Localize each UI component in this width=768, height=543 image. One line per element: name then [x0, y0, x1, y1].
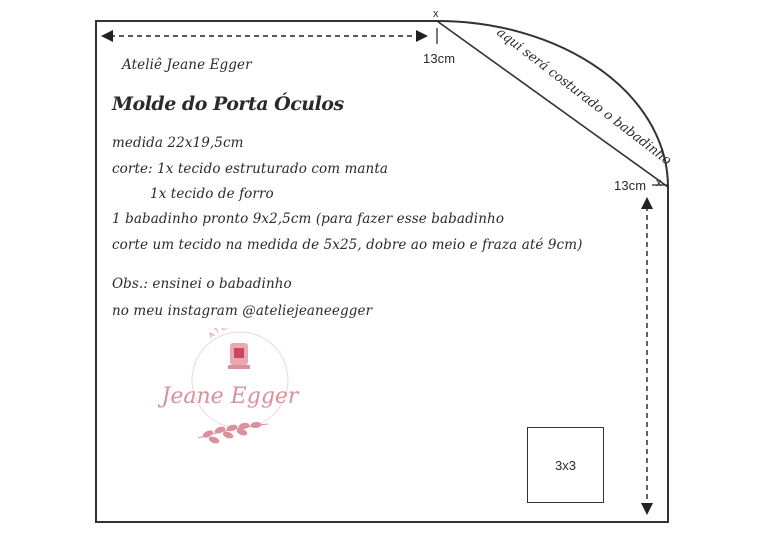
- page-title: Molde do Porta Óculos: [112, 93, 344, 115]
- instruction-ruffle: 1 babadinho pronto 9x2,5cm (para fazer esse babadinho: [112, 211, 505, 227]
- logo-graphic: [150, 328, 310, 453]
- right-measure-arrow: [641, 197, 653, 515]
- leaf-branch-icon: [198, 422, 268, 444]
- brand-name: Ateliê Jeane Egger: [122, 57, 252, 73]
- seam-line: [437, 21, 675, 187]
- atelier-logo: [150, 328, 310, 453]
- right-measure-label: 13cm: [614, 178, 647, 193]
- note-ruffle: Obs.: ensinei o babadinho: [112, 276, 292, 292]
- instruction-size: medida 22x19,5cm: [112, 135, 244, 151]
- square-label: 3x3: [555, 457, 576, 473]
- top-measure-label: 13cm: [423, 51, 456, 66]
- top-measure-arrow: [101, 30, 428, 42]
- instruction-cut: corte: 1x tecido estruturado com manta: [112, 161, 389, 177]
- logo-name: Jeane Egger: [161, 384, 299, 409]
- top-x-mark: x: [433, 8, 439, 20]
- instruction-ruffle-cut: corte um tecido na medida de 5x25, dobre ao meio e fraza até 9cm): [112, 237, 583, 253]
- instruction-lining: 1x tecido de forro: [150, 186, 274, 202]
- note-instagram: no meu instagram @ateliejeaneegger: [112, 303, 373, 319]
- logo-arc-text: AT: [206, 328, 224, 341]
- sewing-machine-icon: [228, 343, 250, 369]
- right-x-mark: x: [656, 177, 662, 189]
- seam-label: aqui será costurado o babadinho: [493, 25, 675, 169]
- square-marker: [527, 427, 604, 503]
